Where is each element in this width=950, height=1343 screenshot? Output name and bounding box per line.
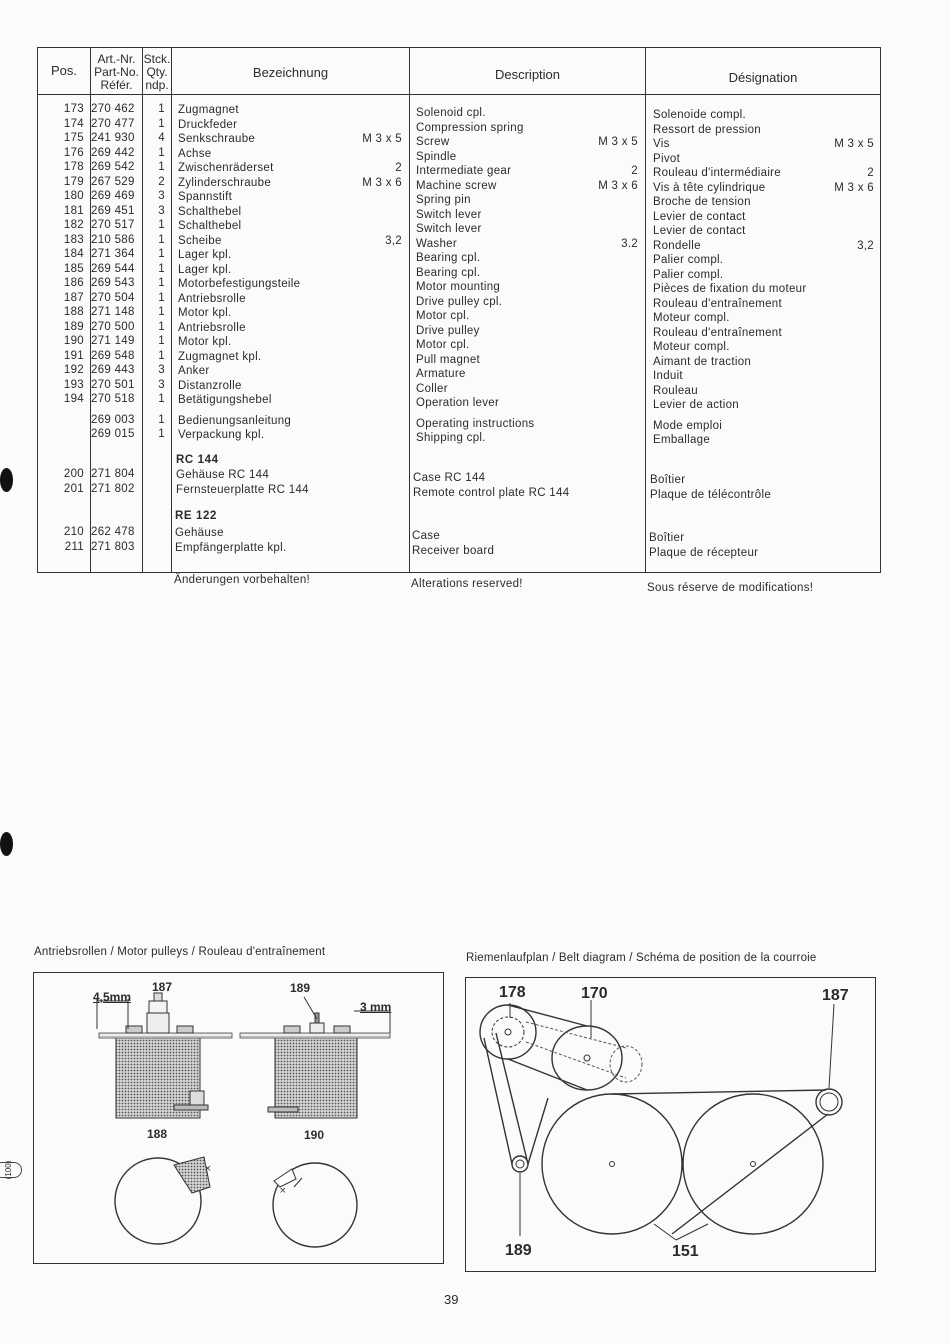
section-heading-rc144: RC 144 <box>176 454 219 466</box>
big-pulley-right <box>683 1094 823 1234</box>
row-pos: 185 <box>63 262 84 275</box>
row-designation: Vis à tête cylindrique <box>653 181 766 194</box>
row-description: Operating instructions <box>416 417 535 430</box>
row-quantity: 1 <box>158 413 165 426</box>
row-quantity: 1 <box>158 291 165 304</box>
row-designation: Levier de contact <box>653 210 746 223</box>
row-pos: 187 <box>63 291 84 304</box>
row-part-number: 269 443 <box>91 364 135 376</box>
note-german: Änderungen vorbehalten! <box>174 574 311 586</box>
note-english: Alterations reserved! <box>411 578 523 590</box>
row-bezeichnung: Verpackung kpl. <box>178 429 265 441</box>
row-description: Intermediate gear <box>416 165 512 177</box>
row-quantity: 1 <box>158 219 165 231</box>
row-bezeichnung: Zugmagnet kpl. <box>178 350 262 363</box>
row-bezeichnung: Scheibe <box>178 234 222 247</box>
row-part-number: 269 451 <box>91 204 135 217</box>
row-quantity: 3 <box>158 378 165 391</box>
row-designation: Plaque de télécontrôle <box>650 489 772 501</box>
row-part-number: 271 149 <box>91 335 135 347</box>
belt-label-151: 151 <box>672 1243 699 1260</box>
svg-text:×: × <box>279 1186 287 1196</box>
row-designation: Rouleau d'entraînement <box>653 297 782 310</box>
row-bezeichnung: Druckfeder <box>178 118 238 131</box>
row-designation: Palier compl. <box>653 268 724 281</box>
row-description: Pull magnet <box>416 353 481 366</box>
row-quantity: 3 <box>158 190 165 202</box>
row-bezeichnung: Motor kpl. <box>178 336 232 348</box>
row-quantity: 1 <box>158 262 165 275</box>
row-part-number: 267 529 <box>91 175 135 188</box>
row-pos: 186 <box>63 277 84 289</box>
row-spec-de: 2 <box>395 162 402 174</box>
row-designation: Mode emploi <box>653 419 723 432</box>
row-bezeichnung: Schalthebel <box>178 220 242 232</box>
row-spec-fr: 3,2 <box>857 239 874 252</box>
row-bezeichnung: Fernsteuerplatte RC 144 <box>176 484 309 496</box>
row-spec-en: 3.2 <box>621 237 638 250</box>
row-designation: Plaque de récepteur <box>649 547 759 559</box>
row-quantity: 1 <box>158 393 165 405</box>
row-quantity: 1 <box>158 248 165 260</box>
row-designation: Pivot <box>653 152 681 165</box>
svg-text:×: × <box>204 1164 212 1174</box>
row-designation: Palier compl. <box>653 254 724 266</box>
page-number: 39 <box>444 1292 459 1307</box>
pulleys-figure <box>33 972 444 1264</box>
belt-label-189: 189 <box>505 1242 532 1259</box>
row-designation: Levier de action <box>653 399 739 411</box>
row-bezeichnung: Betätigungshebel <box>178 394 272 406</box>
row-designation: Aimant de traction <box>653 355 752 368</box>
label-187: 187 <box>152 980 173 994</box>
section-heading-re122: RE 122 <box>175 510 217 522</box>
row-spec-fr: M 3 x 6 <box>834 181 874 194</box>
row-part-number: 262 478 <box>91 526 135 538</box>
row-part-number: 270 462 <box>91 103 135 115</box>
row-pos: 191 <box>63 349 84 362</box>
dim-right: 3 mm <box>360 1000 392 1014</box>
header-qty <box>143 53 171 92</box>
row-quantity: 3 <box>158 364 165 376</box>
row-designation: Pièces de fixation du moteur <box>653 283 807 295</box>
row-description: Armature <box>416 368 466 380</box>
punch-hole-mark <box>0 832 13 856</box>
row-bezeichnung: Empfängerplatte kpl. <box>175 542 287 554</box>
row-spec-en: 2 <box>631 165 638 177</box>
row-part-number: 270 517 <box>91 219 135 231</box>
row-quantity: 1 <box>158 233 165 246</box>
row-part-number: 210 586 <box>91 233 135 246</box>
row-bezeichnung: Schalthebel <box>178 205 242 218</box>
row-part-number: 269 542 <box>91 161 135 173</box>
row-bezeichnung: Distanzrolle <box>178 379 242 392</box>
row-quantity: 1 <box>158 306 165 318</box>
parts-table <box>37 47 881 573</box>
row-part-number: 241 930 <box>91 132 135 144</box>
pulley-top-view-right <box>273 1163 357 1247</box>
belt-label-170: 170 <box>581 985 608 1002</box>
row-pos: 179 <box>63 175 84 188</box>
row-quantity: 1 <box>158 161 165 173</box>
row-part-number: 271 802 <box>91 483 135 495</box>
belt-figure <box>465 977 876 1272</box>
row-part-number: 269 544 <box>91 262 135 275</box>
row-description: Case RC 144 <box>413 472 486 484</box>
dim-left: 4,5mm <box>93 990 132 1004</box>
pulleys-drawing <box>34 973 443 1263</box>
row-designation: Rondelle <box>653 239 701 252</box>
row-pos: 190 <box>63 335 84 347</box>
row-part-number: 269 015 <box>91 428 135 440</box>
pulleys-caption: Antriebsrollen / Motor pulleys / Rouleau d'entraînement <box>34 946 326 958</box>
row-pos: 174 <box>63 117 84 130</box>
header-description: Description <box>494 67 561 82</box>
motor-188-drawing <box>97 993 232 1118</box>
row-part-number: 271 148 <box>91 306 135 318</box>
header-art-de: Art.-Nr. <box>97 52 136 66</box>
row-designation: Rouleau d'entraînement <box>653 326 782 339</box>
row-bezeichnung: Lager kpl. <box>178 249 232 261</box>
row-pos: 210 <box>63 526 84 538</box>
row-quantity: 4 <box>158 132 165 144</box>
big-pulley-left <box>542 1094 682 1234</box>
row-pos: 178 <box>63 161 84 173</box>
row-quantity: 1 <box>158 349 165 362</box>
row-description: Motor mounting <box>416 281 501 293</box>
row-spec-de: M 3 x 6 <box>362 176 402 189</box>
row-part-number: 271 364 <box>91 248 135 260</box>
label-189: 189 <box>290 981 311 995</box>
header-qty-en: Qty. <box>146 65 168 79</box>
header-designation: Désignation <box>728 70 798 85</box>
header-pos: Pos. <box>50 63 77 78</box>
row-designation: Broche de tension <box>653 196 751 208</box>
belt-caption: Riemenlaufplan / Belt diagram / Schéma de position de la courroie <box>466 952 817 964</box>
row-quantity: 1 <box>158 117 165 130</box>
belt-label-187: 187 <box>822 987 849 1004</box>
row-designation: Solenoide compl. <box>653 109 747 121</box>
row-pos: 173 <box>63 103 84 115</box>
row-bezeichnung: Anker <box>178 365 210 377</box>
row-part-number: 270 477 <box>91 117 135 130</box>
row-pos: 188 <box>63 306 84 318</box>
row-description: Machine screw <box>416 179 497 192</box>
row-bezeichnung: Zwischenräderset <box>178 162 274 174</box>
row-description: Spring pin <box>416 194 471 206</box>
row-pos: 176 <box>63 146 84 159</box>
row-designation: Moteur compl. <box>653 312 730 324</box>
row-description: Drive pulley cpl. <box>416 295 503 308</box>
row-quantity: 1 <box>158 428 165 440</box>
row-pos: 200 <box>63 468 84 480</box>
row-description: Shipping cpl. <box>416 432 486 444</box>
row-description: Bearing cpl. <box>416 252 481 264</box>
label-188: 188 <box>147 1127 168 1141</box>
row-spec-fr: M 3 x 5 <box>834 138 874 150</box>
header-qty-fr: ndp. <box>145 78 169 92</box>
row-part-number: 270 501 <box>91 378 135 391</box>
row-description: Washer <box>416 237 457 250</box>
row-pos: 184 <box>63 248 84 260</box>
row-designation: Levier de contact <box>653 225 746 237</box>
row-bezeichnung: Gehäuse RC 144 <box>176 469 270 481</box>
header-bezeichnung: Bezeichnung <box>252 65 329 80</box>
row-bezeichnung: Antriebsrolle <box>178 321 246 334</box>
header-qty-de: Stck. <box>143 52 171 66</box>
belt-label-178: 178 <box>499 984 526 1001</box>
row-pos: 182 <box>63 219 84 231</box>
row-spec-en: M 3 x 6 <box>598 179 638 192</box>
row-pos: 211 <box>64 541 84 553</box>
row-part-number: 271 804 <box>91 468 135 480</box>
row-description: Coller <box>416 382 448 395</box>
row-designation: Boîtier <box>649 532 685 544</box>
row-part-number: 271 803 <box>91 541 135 553</box>
row-quantity: 3 <box>158 204 165 217</box>
row-spec-de: M 3 x 5 <box>362 133 402 145</box>
header-art-fr: Référ. <box>100 78 133 92</box>
row-quantity: 1 <box>158 146 165 159</box>
pulley-top-view-left <box>115 1157 212 1244</box>
belt-drawing <box>466 978 875 1271</box>
row-description: Spindle <box>416 150 457 163</box>
column-divider <box>645 48 646 572</box>
row-pos: 193 <box>63 378 84 391</box>
row-spec-en: M 3 x 5 <box>598 136 638 148</box>
row-pos: 192 <box>63 364 84 376</box>
pulley-189 <box>512 1156 528 1172</box>
row-bezeichnung: Senkschraube <box>178 133 256 145</box>
row-pos: 183 <box>63 233 84 246</box>
row-designation: Moteur compl. <box>653 341 730 353</box>
row-description: Compression spring <box>416 121 524 134</box>
row-bezeichnung: Spannstift <box>178 191 233 203</box>
note-french: Sous réserve de modifications! <box>647 582 814 594</box>
punch-hole-mark <box>0 468 13 492</box>
row-quantity: 2 <box>158 175 165 188</box>
row-description: Drive pulley <box>416 324 480 337</box>
row-pos: 189 <box>63 320 84 333</box>
row-designation: Rouleau d'intermédiaire <box>653 167 781 179</box>
row-description: Screw <box>416 136 450 148</box>
row-description: Operation lever <box>416 397 500 409</box>
row-part-number: 269 543 <box>91 277 135 289</box>
row-pos: 194 <box>63 393 84 405</box>
row-bezeichnung: Lager kpl. <box>178 263 232 276</box>
row-designation: Boîtier <box>650 474 686 486</box>
row-spec-fr: 2 <box>867 167 874 179</box>
row-pos: 175 <box>63 132 84 144</box>
row-description: Switch lever <box>416 208 482 221</box>
row-designation: Ressort de pression <box>653 123 761 136</box>
row-quantity: 1 <box>158 335 165 347</box>
row-bezeichnung: Antriebsrolle <box>178 292 246 305</box>
row-bezeichnung: Achse <box>178 147 212 160</box>
row-description: Receiver board <box>412 545 495 557</box>
row-description: Switch lever <box>416 223 482 235</box>
label-190: 190 <box>304 1128 325 1142</box>
row-quantity: 1 <box>158 103 165 115</box>
row-part-number: 270 518 <box>91 393 135 405</box>
row-part-number: 269 469 <box>91 190 135 202</box>
row-designation: Rouleau <box>653 384 698 397</box>
header-divider <box>38 94 880 95</box>
row-designation: Induit <box>653 370 683 382</box>
pulley-178 <box>480 1005 536 1059</box>
row-designation: Vis <box>653 138 670 150</box>
row-bezeichnung: Bedienungsanleitung <box>178 414 292 427</box>
column-divider <box>171 48 172 572</box>
header-art-nr <box>91 53 142 92</box>
row-part-number: 269 442 <box>91 146 135 159</box>
row-bezeichnung: Motorbefestigungsteile <box>178 278 301 290</box>
row-bezeichnung: Motor kpl. <box>178 307 232 319</box>
row-designation: Emballage <box>653 434 711 446</box>
row-pos: 181 <box>63 204 84 217</box>
row-description: Solenoid cpl. <box>416 107 486 119</box>
row-bezeichnung: Gehäuse <box>175 527 224 539</box>
row-description: Motor cpl. <box>416 310 470 322</box>
row-description: Remote control plate RC 144 <box>413 487 570 499</box>
column-divider <box>409 48 410 572</box>
row-part-number: 269 548 <box>91 349 135 362</box>
row-bezeichnung: Zylinderschraube <box>178 176 272 189</box>
row-quantity: 1 <box>158 320 165 333</box>
header-art-en: Part-No. <box>94 65 139 79</box>
row-part-number: 270 500 <box>91 320 135 333</box>
row-part-number: 270 504 <box>91 291 135 304</box>
row-description: Motor cpl. <box>416 339 470 351</box>
row-description: Bearing cpl. <box>416 266 481 279</box>
row-part-number: 269 003 <box>91 413 135 426</box>
row-pos: 180 <box>63 190 84 202</box>
row-bezeichnung: Zugmagnet <box>178 104 239 116</box>
side-mark: (100) <box>0 1162 22 1178</box>
row-pos: 201 <box>63 483 84 495</box>
row-quantity: 1 <box>158 277 165 289</box>
row-spec-de: 3,2 <box>385 234 402 247</box>
motor-190-drawing <box>240 997 390 1118</box>
row-description: Case <box>412 530 441 542</box>
